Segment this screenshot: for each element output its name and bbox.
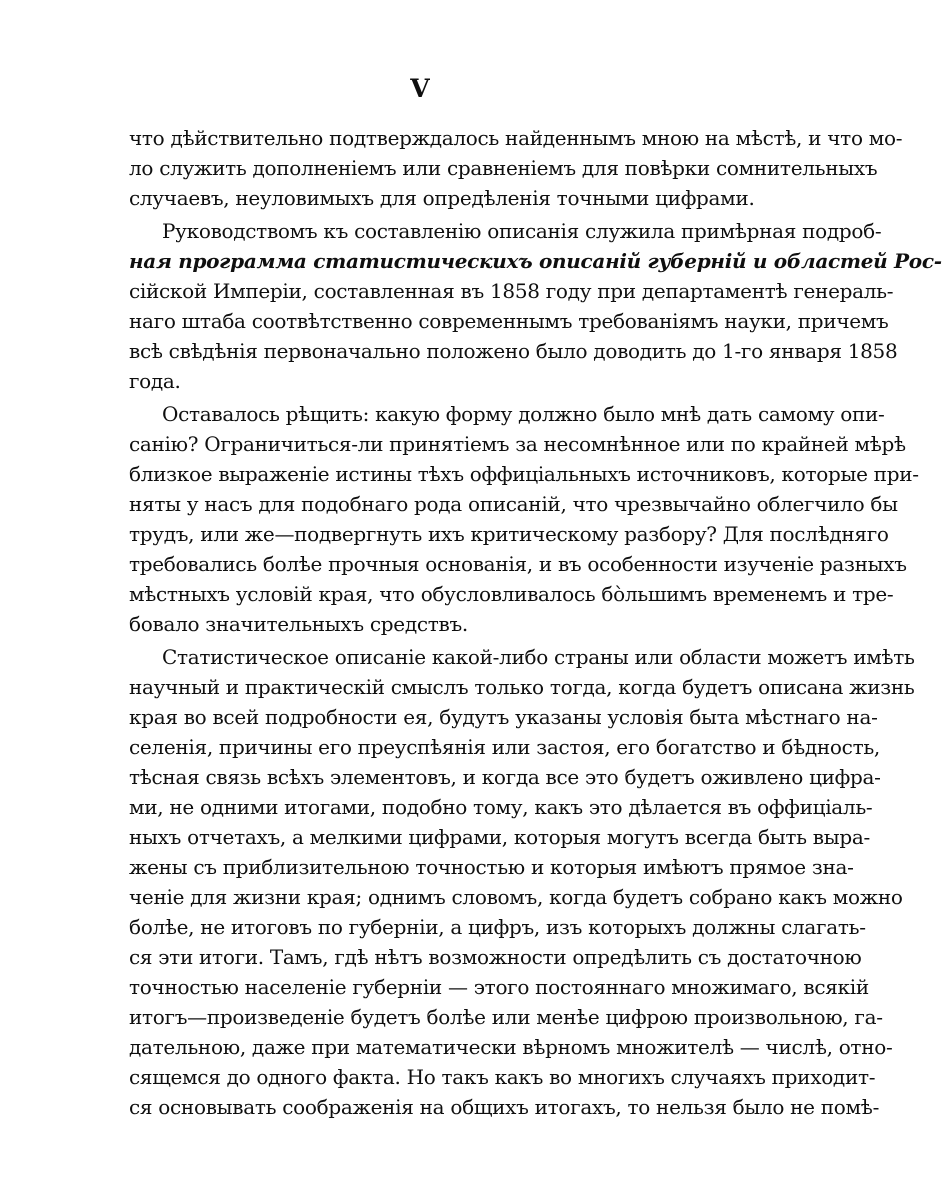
text-line: бовало значительныхъ средствъ. — [129, 612, 468, 636]
text-line: болѣе, не итоговъ по губерніи, а цифръ, изъ которыхъ должны слагать- — [129, 915, 866, 939]
text-line: ся эти итоги. Тамъ, гдѣ нѣтъ возможности опредѣлить съ достаточною — [129, 945, 862, 969]
text-line: мѣстныхъ условій края, что обусловливалось бо̀льшимъ временемъ и тре- — [129, 582, 894, 606]
text-line: ченіе для жизни края; однимъ словомъ, когда будетъ собрано какъ можно — [129, 885, 903, 909]
page-number: V — [410, 74, 430, 103]
text-line: няты у насъ для подобнаго рода описаній, что чрезвычайно облегчило бы — [129, 492, 898, 516]
text-line: ная программа статистическихъ описаній губерній и областей Рос- — [129, 249, 942, 273]
text-line: точностью населеніе губерніи — этого постояннаго множимаго, всякій — [129, 975, 869, 999]
text-line: Статистическое описаніе какой-либо страны или области можетъ имѣть — [162, 645, 915, 669]
text-line: сящемся до одного факта. Но такъ какъ во многихъ случаяхъ приходит- — [129, 1065, 876, 1089]
text-line: наго штаба соотвѣтственно современнымъ требованіямъ науки, причемъ — [129, 309, 889, 333]
text-line: сійской Имперіи, составленная въ 1858 году при департаментѣ генераль- — [129, 279, 894, 303]
text-line: что дѣйствительно подтверждалось найденнымъ мною на мѣстѣ, и что мо- — [129, 126, 903, 150]
text-line: научный и практическій смыслъ только тогда, когда будетъ описана жизнь — [129, 675, 915, 699]
text-line: требовались болѣе прочныя основанія, и въ особенности изученіе разныхъ — [129, 552, 907, 576]
text-line: селенія, причины его преуспѣянія или застоя, его богатство и бѣдность, — [129, 735, 880, 759]
text-line: случаевъ, неуловимыхъ для опредѣленія точными цифрами. — [129, 186, 755, 210]
text-line: санію? Ограничиться-ли принятіемъ за несомнѣнное или по крайней мѣрѣ — [129, 432, 906, 456]
text-line: ся основывать соображенія на общихъ итогахъ, то нельзя было не помѣ- — [129, 1095, 880, 1119]
text-line: трудъ, или же—подвергнуть ихъ критическому разбору? Для послѣдняго — [129, 522, 889, 546]
text-line: близкое выраженіе истины тѣхъ оффиціальныхъ источниковъ, которые при- — [129, 462, 919, 486]
text-line: ми, не одними итогами, подобно тому, какъ это дѣлается въ оффиціаль- — [129, 795, 873, 819]
text-line: Руководствомъ къ составленію описанія служила примѣрная подроб- — [162, 219, 882, 243]
text-line: итогъ—произведеніе будетъ болѣе или менѣе цифрою произвольною, га- — [129, 1005, 883, 1029]
text-line: жены съ приблизительною точностью и которыя имѣютъ прямое зна- — [129, 855, 854, 879]
text-line: года. — [129, 369, 181, 393]
text-line: дательною, даже при математически вѣрномъ множителѣ — числѣ, отно- — [129, 1035, 893, 1059]
text-line: края во всей подробности ея, будутъ указаны условія быта мѣстнаго на- — [129, 705, 878, 729]
text-line: ныхъ отчетахъ, а мелкими цифрами, которыя могутъ всегда быть выра- — [129, 825, 870, 849]
text-line: Оставалось рѣщить: какую форму должно было мнѣ дать самому опи- — [162, 402, 885, 426]
text-line: всѣ свѣдѣнія первоначально положено было доводить до 1-го января 1858 — [129, 339, 898, 363]
text-line: тѣсная связь всѣхъ элементовъ, и когда все это будетъ оживлено цифра- — [129, 765, 881, 789]
text-line: ло служить дополненіемъ или сравненіемъ для повѣрки сомнительныхъ — [129, 156, 878, 180]
